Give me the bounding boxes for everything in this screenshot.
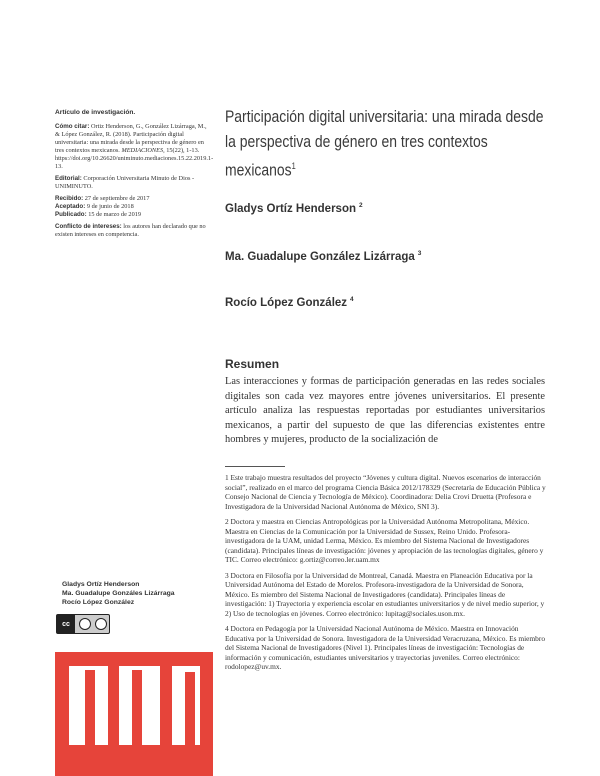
article-info-sidebar: Artículo de investigación. Cómo citar: Ortiz Henderson, G., González Lizárraga, M., & López González, R. (2018). Participación digital universitaria: una mirada desde la perspectiva de género en tres contextos mexicanos. MEDIACIONES, 15(22), 1-13. https://doi.org/10.26620/uniminuto.mediaciones.15.22.2019.1-13. Editorial: Corporación Universitaria Minuto de Dios - UNIMINUTO. Recibido: 27 de septiembre de 2017 Aceptado: 9 de junio de 2018 Publicado: 15 de marzo de 2019 Conflicto de intereses: los autores han declarado que no existen intereses en competencia.: [55, 109, 214, 238]
citation: Cómo citar: Ortiz Henderson, G., González Lizárraga, M., & López González, R. (2018). Participación digital universitaria: una mirada desde la perspectiva de género en tres contextos mexicanos. MEDIACIONES, 15(22), 1-13. https://doi.org/10.26620/uniminuto.mediaciones.15.22.2019.1-13.: [55, 123, 214, 170]
sidebar-authors: Gladys Ortíz Henderson Ma. Guadalupe Gonzáles Lizárraga Rocío López González: [62, 581, 175, 606]
logo-base: [55, 745, 213, 776]
page-title: Participación digital universitaria: una mirada desde la perspectiva de género en tres contextos mexicanos$^1$: [225, 107, 544, 180]
author-3: Rocío López González $^4$: [225, 296, 354, 309]
footnote: 1 Este trabajo muestra resultados del proyecto “Jóvenes y cultura digital. Nuevos escenarios de interacción social”, realizado en el marco del programa Ciencia Básica 2012/178329 (Secretaría de Educación Pública y Consejo Nacional de Ciencia y Tecnología de México). Coordinadora: Delia Crovi Druetta (Profesora e Investigadora de la Universidad Nacional Autónoma de México, SNI 3).: [225, 473, 546, 511]
footnote-divider: [225, 466, 285, 467]
footnote: 2 Doctora y maestra en Ciencias Antropológicas por la Universidad Autónoma Metropolitana, México. Maestra en Ciencias de la Comunicación por la Universidad de Sussex, Reino Unido. Profesora-investigadora de la UAM, unidad Lerma, México. Es miembro del Sistema Nacional de Investigadores (candidata). Principales líneas de investigación: jóvenes y apropiación de las tecnologías digitales, género y TIC. Correo electrónico: g.ortiz@correo.ler.uam.mx: [225, 517, 544, 564]
dates: Recibido: 27 de septiembre de 2017: [55, 195, 150, 202]
footnote: 3 Doctora en Filosofía por la Universidad de Montreal, Canadá. Maestra en Planeación Educativa por la Universidad Autónoma del Estado de Morelos. Profesora-investigadora de la Universidad de Sonora, México. Es miembro del Sistema Nacional de Investigadores (candidata). Principales líneas de investigación: 1) Trayectoria y experiencia escolar en estudiantes universitarios y de nivel medio superior, y 2) Uso de tecnologías en jóvenes. Correo electrónico: lupitag@sociales.uson.mx.: [225, 570, 545, 618]
footnote: 4 Doctora en Pedagogía por la Universidad Nacional Autónoma de México. Maestra en Innovación Educativa por la Universidad de Sonora. Investigadora de la Universidad Veracruzana, México. Es miembro del Sistema Nacional de Investigadores (Nivel 1). Principales líneas de investigación: Tecnologías de información y comunicación, estudiantes universitarios y trayectorias juveniles. Correo electrónico: rodolopez@uv.mx.: [225, 624, 546, 671]
cc-logo-icon: cc: [57, 615, 75, 633]
nc-icon: [95, 618, 107, 630]
publisher: Editorial: Corporación Universitaria Minuto de Dios - UNIMINUTO.: [55, 175, 195, 190]
logo-bar: [55, 652, 213, 666]
conflict-of-interest: Conflicto de intereses: los autores han declarado que no existen intereses en competencia.: [55, 223, 206, 238]
cc-license-badge[interactable]: [56, 614, 110, 634]
author-2: Ma. Guadalupe González Lizárraga $^3$: [225, 250, 422, 263]
author-1: Gladys Ortíz Henderson $^2$: [225, 202, 363, 215]
by-icon: [79, 618, 91, 630]
abstract-text: Las interacciones y formas de participación generadas en las redes sociales digitales son cada vez mayores entre jóvenes universitarios. El presente artículo analiza las respuestas reportadas por estudiantes universitarios mexicanos, a partir del supuesto de que las diferencias existentes entre hombres y mujeres, producto de la socialización de: [225, 376, 545, 446]
article-type: Artículo de investigación.: [55, 109, 136, 116]
abstract-heading: Resumen: [225, 357, 280, 371]
footnotes: [225, 473, 547, 678]
